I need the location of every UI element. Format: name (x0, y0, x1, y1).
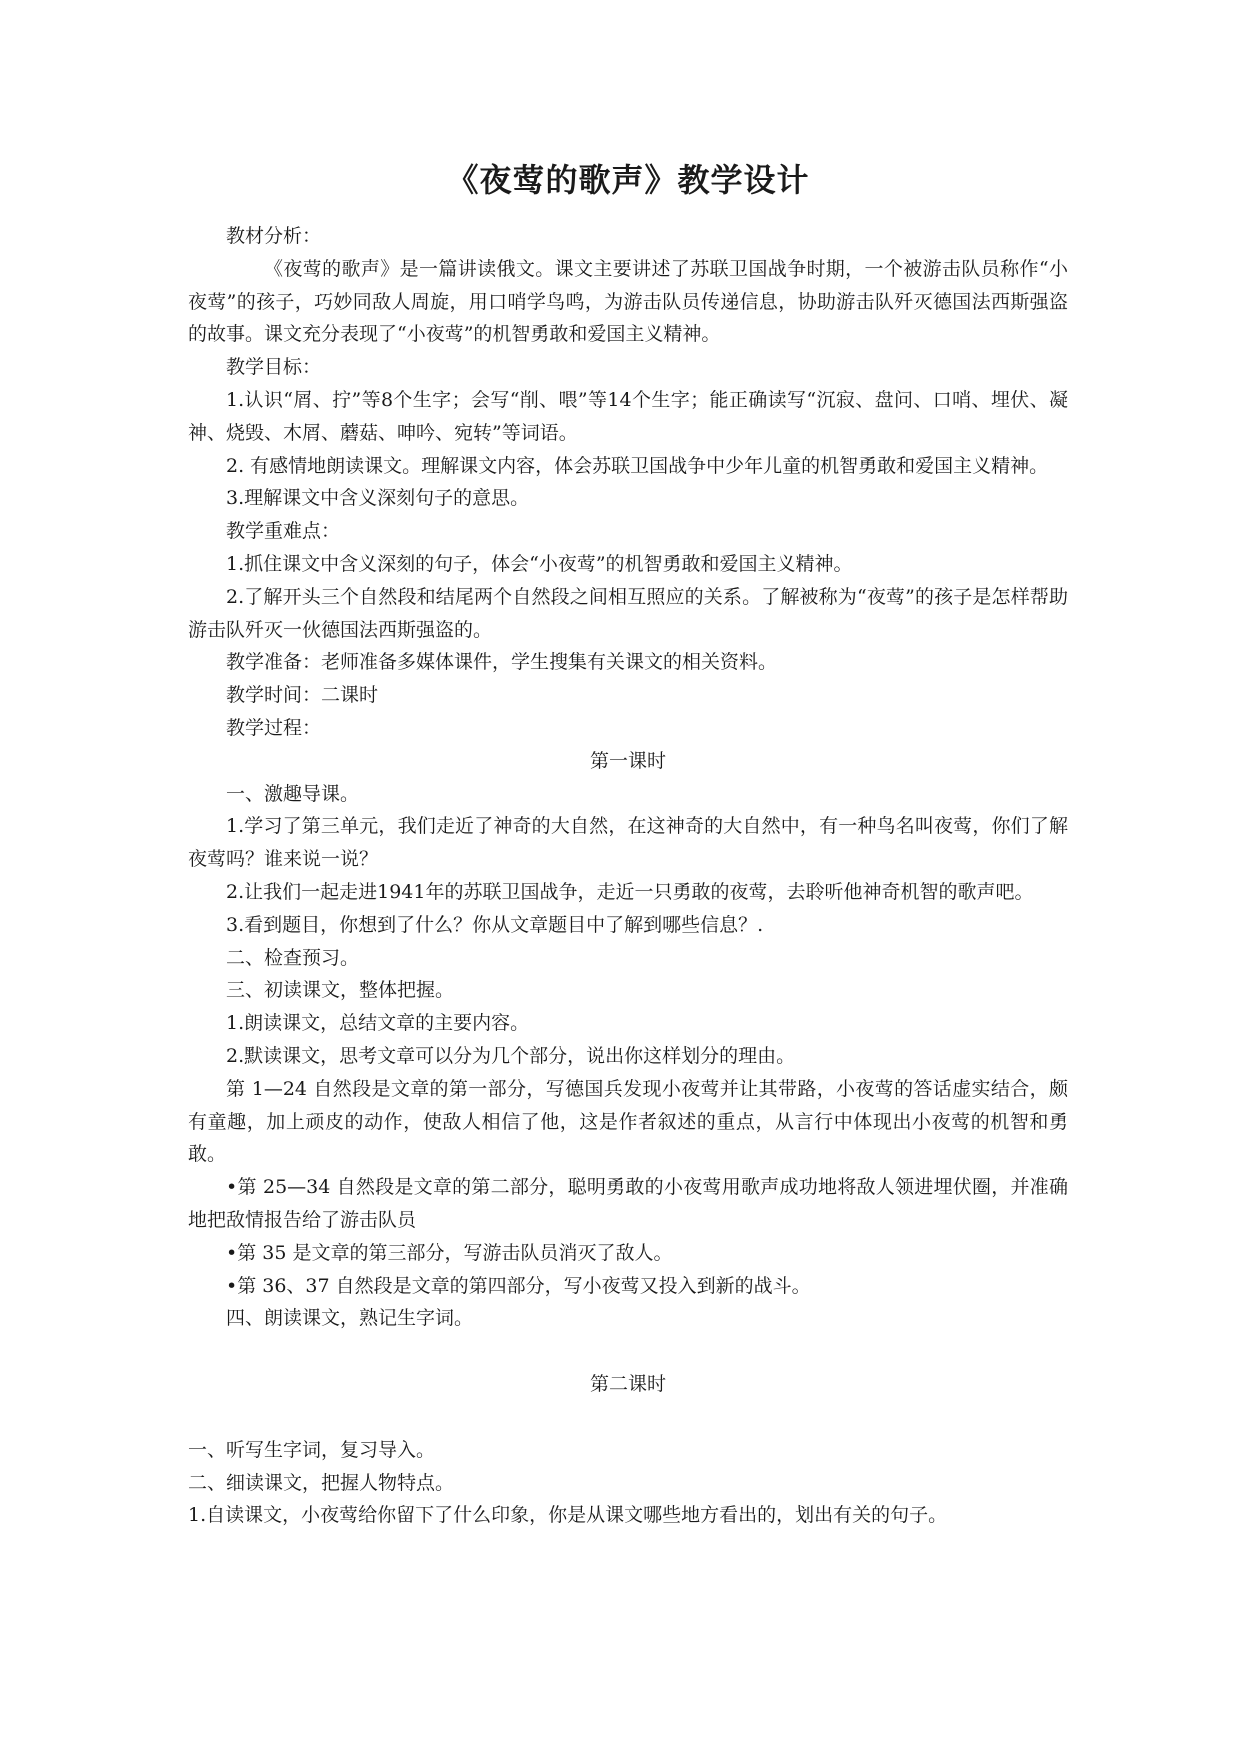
lesson-2-section-2: 二、细读课文，把握人物特点。 (188, 1471, 455, 1494)
section-3-item-1: 1.朗读课文，总结文章的主要内容。 (226, 1012, 530, 1035)
document-title: 《夜莺的歌声》教学设计 (446, 161, 810, 199)
section-3-item-2: 2.默读课文，思考文章可以分为几个部分，说出你这样划分的理由。 (226, 1044, 796, 1067)
key-point-1: 1.抓住课文中含义深刻的句子，体会“小夜莺”的机智勇敢和爱国主义精神。 (226, 552, 853, 575)
part-3-description: •第 35 是文章的第三部分，写游击队员消灭了敌人。 (226, 1241, 673, 1264)
lesson-2-section-1: 一、听写生字词，复习导入。 (188, 1438, 436, 1461)
lesson-2-section-2-item-1: 1.自读课文，小夜莺给你留下了什么印象，你是从课文哪些地方看出的，划出有关的句子。 (188, 1504, 948, 1527)
key-points-heading: 教学重难点： (226, 520, 341, 543)
section-2-heading: 二、检查预习。 (226, 946, 360, 969)
process-heading: 教学过程： (226, 716, 322, 739)
key-point-2: 2.了解开头三个自然段和结尾两个自然段之间相互照应的关系。了解被称为“夜莺”的孩子是怎样帮助游击队歼灭一伙德国法西斯强盗的。 (188, 585, 1068, 641)
goal-3: 3.理解课文中含义深刻句子的意思。 (226, 487, 530, 510)
part-1-description: 第 1—24 自然段是文章的第一部分，写德国兵发现小夜莺并让其带路，小夜莺的答话虚实结合，颇有童趣，加上顽皮的动作，使敌人相信了他，这是作者叙述的重点，从言行中体现出小夜莺的机智和勇敢。 (188, 1077, 1068, 1166)
section-1-item-1: 1.学习了第三单元，我们走近了神奇的大自然，在这神奇的大自然中，有一种鸟名叫夜莺，你们了解夜莺吗？谁来说一说？ (188, 815, 1068, 871)
part-2-description: •第 25—34 自然段是文章的第二部分，聪明勇敢的小夜莺用歌声成功地将敌人领进埋伏圈，并准确地把敌情报告给了游击队员 (188, 1176, 1068, 1231)
lesson-1-title: 第一课时 (589, 749, 666, 772)
goal-1: 1.认识“屑、拧”等8个生字；会写“削、喂”等14个生字；能正确读写“沉寂、盘问、口哨、埋伏、凝神、烧毁、木屑、蘑菇、呻吟、宛转”等词语。 (188, 388, 1068, 444)
section-4-heading: 四、朗读课文，熟记生字词。 (226, 1307, 474, 1330)
section-1-heading: 一、激趣导课。 (226, 782, 360, 805)
document-page (188, 150, 1068, 1532)
blank-line (188, 1335, 1068, 1368)
analysis-text: 《夜莺的歌声》是一篇讲读俄文。课文主要讲述了苏联卫国战争时期，一个被游击队员称作“小夜莺”的孩子，巧妙同敌人周旋，用口哨学鸟鸣，为游击队员传递信息，协助游击队歼灭德国法西斯强盗的故事。课文充分表现了“小夜莺”的机智勇敢和爱国主义精神。 (188, 257, 1068, 346)
section-1-item-2: 2.让我们一起走进1941年的苏联卫国战争，走近一只勇敢的夜莺，去聆听他神奇机智的歌声吧。 (226, 880, 1034, 903)
goal-2: 2. 有感情地朗读课文。理解课文内容，体会苏联卫国战争中少年儿童的机智勇敢和爱国主义精神。 (226, 454, 1049, 477)
teaching-time: 教学时间：二课时 (226, 684, 379, 707)
lesson-2-title: 第二课时 (589, 1373, 666, 1396)
blank-line (188, 1401, 1068, 1434)
section-1-item-3: 3.看到题目，你想到了什么？你从文章题目中了解到哪些信息？. (226, 913, 764, 936)
teaching-preparation: 教学准备：老师准备多媒体课件，学生搜集有关课文的相关资料。 (226, 651, 778, 674)
goals-heading: 教学目标： (226, 356, 322, 379)
part-4-description: •第 36、37 自然段是文章的第四部分，写小夜莺又投入到新的战斗。 (226, 1274, 811, 1297)
section-3-heading: 三、初读课文，整体把握。 (226, 979, 455, 1002)
analysis-heading: 教材分析： (226, 225, 322, 247)
